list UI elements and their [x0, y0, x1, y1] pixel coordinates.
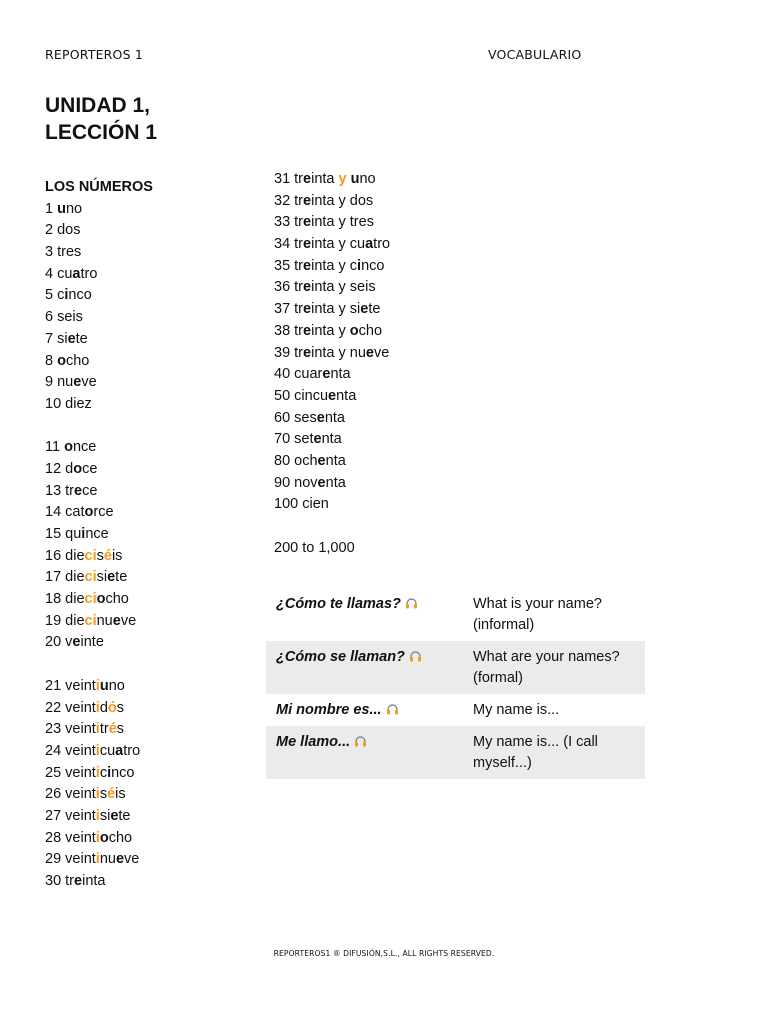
number-item — [45, 351, 153, 373]
number-item — [274, 473, 390, 495]
stress-highlight: o — [73, 460, 83, 477]
text-segment: 28 veint — [45, 829, 96, 846]
stress-highlight-orange: i — [95, 851, 100, 868]
phrase-spanish — [266, 588, 466, 641]
text-segment: 23 veint — [45, 721, 96, 738]
text-segment: no — [65, 200, 83, 217]
text-segment: 50 cinc — [274, 387, 320, 404]
text-segment: 36 tr — [274, 279, 304, 296]
text-segment: nta — [336, 387, 357, 404]
stress-highlight: e — [73, 374, 82, 391]
stress-highlight-orange: i — [95, 742, 100, 759]
headphones-icon[interactable] — [409, 648, 422, 660]
stress-highlight: e — [303, 279, 312, 296]
text-segment: 60 ses — [274, 409, 317, 426]
stress-highlight: e — [313, 431, 322, 448]
number-item — [45, 285, 153, 307]
numbers-list-2 — [274, 169, 390, 559]
number-item — [274, 451, 390, 473]
text-segment: ve — [81, 374, 97, 391]
stress-highlight-orange: é — [107, 786, 116, 803]
number-item — [45, 632, 153, 654]
text-segment: 38 tr — [274, 322, 304, 339]
stress-highlight: e — [112, 612, 121, 629]
stress-highlight-orange: i — [95, 721, 100, 738]
text-segment: s — [96, 547, 104, 564]
text-segment: te — [118, 807, 131, 824]
text-segment: nta — [324, 409, 345, 426]
header-right: VOCABULARIO — [488, 47, 582, 62]
text-segment: nta — [325, 474, 346, 491]
stress-highlight: e — [67, 330, 76, 347]
text-segment: 30 tr — [45, 873, 75, 889]
stress-highlight-orange: i — [95, 699, 100, 716]
footer-copyright: REPORTEROS1 ® DIFUSIÓN,S.L., ALL RIGHTS RESERVED. — [273, 949, 495, 958]
text-segment: 39 tr — [274, 344, 304, 361]
text-segment: 20 v — [45, 634, 73, 651]
number-item — [274, 256, 390, 278]
stress-highlight: o — [57, 352, 66, 369]
stress-highlight-orange: i — [95, 764, 100, 781]
number-item — [274, 277, 390, 299]
text-segment: s — [116, 699, 125, 716]
section-title: LOS NÚMEROS — [45, 179, 153, 195]
text-segment: u — [319, 387, 329, 404]
number-item — [45, 394, 153, 416]
text-segment: 35 tr — [274, 257, 304, 274]
text-segment: inta — [311, 171, 339, 187]
text-segment: 32 tr — [274, 192, 304, 209]
stress-highlight: e — [360, 301, 369, 318]
number-item — [45, 849, 153, 871]
text-segment: tro — [123, 742, 141, 759]
number-item — [274, 321, 390, 343]
stress-highlight: e — [316, 409, 325, 426]
text-segment: cho — [358, 322, 383, 339]
stress-highlight-orange: y — [338, 171, 347, 187]
number-item — [45, 199, 153, 221]
stress-highlight: e — [303, 236, 312, 253]
phrase-spanish-text: Me llamo... — [276, 734, 351, 750]
stress-highlight-orange: ci — [84, 569, 97, 586]
text-segment: tro — [373, 236, 391, 253]
stress-highlight: o — [64, 439, 73, 456]
number-item — [45, 546, 153, 568]
number-item — [45, 524, 153, 546]
text-segment: d — [99, 699, 108, 716]
text-segment: 200 to 1,000 — [274, 539, 355, 556]
text-segment: c — [99, 764, 108, 781]
text-segment: si — [96, 569, 108, 586]
number-item — [45, 784, 153, 806]
stress-highlight: i — [357, 257, 362, 274]
text-segment: 34 tr — [274, 236, 304, 253]
text-segment: tr — [99, 721, 109, 738]
text-segment: 11 — [45, 439, 65, 456]
text-segment: 10 diez — [45, 395, 92, 412]
stress-highlight: u — [350, 171, 360, 187]
text-segment: nco — [111, 764, 135, 781]
number-item — [45, 242, 153, 264]
number-item — [274, 386, 390, 408]
text-segment: inta y dos — [311, 192, 374, 209]
text-segment: nce — [72, 439, 97, 456]
text-segment: si — [99, 807, 111, 824]
stress-highlight: a — [72, 265, 81, 282]
text-segment: inte — [80, 634, 104, 651]
stress-highlight: e — [303, 214, 312, 231]
stress-highlight-orange: i — [95, 677, 100, 694]
text-segment: 25 veint — [45, 764, 96, 781]
stress-highlight: e — [303, 171, 312, 187]
stress-highlight-orange: ci — [84, 612, 97, 629]
text-segment: inta y si — [311, 301, 361, 318]
number-item — [45, 459, 153, 481]
text-segment: 40 cuar — [274, 366, 323, 383]
text-segment: no — [359, 171, 376, 187]
text-segment: 31 tr — [274, 171, 304, 187]
number-item — [274, 343, 390, 365]
stress-highlight-orange: ci — [84, 591, 97, 608]
stress-highlight: o — [84, 504, 94, 521]
text-segment: 27 veint — [45, 807, 96, 824]
headphones-icon[interactable] — [405, 595, 418, 607]
title-line-2: LECCIÓN 1 — [45, 121, 158, 144]
text-segment: is — [115, 786, 126, 803]
stress-highlight-orange: é — [103, 547, 112, 564]
stress-highlight: e — [72, 634, 81, 651]
number-item — [45, 264, 153, 286]
number-item — [45, 741, 153, 763]
text-segment: 7 si — [45, 330, 68, 347]
phrase-spanish-text: Mi nombre es... — [276, 702, 382, 718]
stress-highlight: o — [96, 591, 106, 608]
stress-highlight: o — [349, 322, 359, 339]
text-segment: 4 cu — [45, 265, 73, 282]
text-segment: 6 seis — [45, 309, 83, 326]
stress-highlight: e — [328, 387, 337, 404]
list-spacer — [274, 516, 390, 538]
number-item — [45, 502, 153, 524]
text-segment: 100 cien — [274, 496, 329, 513]
text-segment: 17 die — [45, 569, 85, 586]
numbers-column-2 — [274, 169, 390, 559]
text-segment: ce — [82, 460, 98, 477]
text-segment: nu — [99, 851, 116, 868]
number-item — [274, 234, 390, 256]
phrase-row — [266, 726, 645, 779]
number-item — [45, 763, 153, 785]
stress-highlight-orange: ó — [107, 699, 117, 716]
phrase-row — [266, 641, 645, 694]
headphones-icon[interactable] — [386, 701, 399, 713]
stress-highlight-orange: é — [108, 721, 117, 738]
title-line-1: UNIDAD 1, — [45, 94, 151, 117]
text-segment: ve — [374, 344, 390, 361]
text-segment: 37 tr — [274, 301, 304, 318]
stress-highlight-orange: i — [95, 829, 100, 846]
number-item — [274, 169, 390, 191]
text-segment: 18 die — [45, 591, 85, 608]
number-item — [45, 220, 153, 242]
stress-highlight: e — [107, 569, 116, 586]
text-segment: 70 set — [274, 431, 314, 448]
text-segment: 5 c — [45, 287, 65, 304]
text-segment: 21 veint — [45, 677, 96, 694]
list-spacer — [45, 654, 153, 676]
text-segment: no — [108, 677, 125, 694]
text-segment: cho — [65, 352, 90, 369]
phrase-spanish-text: ¿Cómo te llamas? — [276, 596, 401, 612]
number-item — [274, 494, 390, 516]
stress-highlight: i — [107, 764, 112, 781]
text-segment: cho — [105, 591, 129, 608]
text-segment: nta — [321, 431, 342, 448]
text-segment: 3 tres — [45, 244, 82, 261]
text-segment: nu — [96, 612, 113, 629]
text-segment: inta y c — [311, 257, 358, 274]
text-segment: s — [116, 721, 125, 738]
number-item — [274, 408, 390, 430]
number-item — [45, 329, 153, 351]
number-item — [45, 719, 153, 741]
phrase-spanish — [266, 641, 466, 694]
text-segment: inta y tres — [311, 214, 374, 231]
stress-highlight: e — [303, 257, 312, 274]
stress-highlight: i — [64, 287, 69, 304]
stress-highlight: e — [322, 366, 331, 383]
phrase-english: What is your name? (informal) — [473, 596, 602, 633]
text-segment: s — [99, 786, 108, 803]
text-segment: ve — [124, 851, 140, 868]
stress-highlight: a — [365, 236, 374, 253]
header-left: REPORTEROS 1 — [45, 47, 144, 62]
number-item — [45, 871, 153, 893]
number-item — [45, 806, 153, 828]
number-item — [45, 676, 153, 698]
text-segment: 8 — [45, 352, 58, 369]
stress-highlight: e — [74, 873, 83, 889]
text-segment: nco — [68, 287, 92, 304]
stress-highlight: e — [74, 482, 83, 499]
phrase-spanish — [266, 694, 466, 726]
stress-highlight: e — [115, 851, 125, 868]
text-segment: 16 die — [45, 547, 85, 564]
text-segment: 19 die — [45, 612, 85, 629]
phrase-spanish — [266, 726, 466, 779]
stress-highlight: e — [303, 192, 312, 209]
text-segment: nce — [85, 526, 109, 542]
stress-highlight: e — [303, 301, 312, 318]
phrase-english: My name is... — [473, 702, 560, 718]
stress-highlight-orange: i — [95, 786, 100, 803]
stress-highlight-orange: i — [95, 807, 100, 824]
stress-highlight: e — [365, 344, 374, 361]
phrase-spanish-text: ¿Cómo se llaman? — [276, 649, 405, 665]
text-segment: cho — [108, 829, 133, 846]
number-item — [274, 191, 390, 213]
stress-highlight: i — [81, 526, 86, 542]
headphones-icon[interactable] — [354, 733, 367, 745]
text-segment: 14 cat — [45, 504, 85, 521]
text-segment: 2 dos — [45, 222, 81, 239]
text-segment: te — [115, 569, 128, 586]
stress-highlight: a — [115, 742, 124, 759]
text-segment: 9 nu — [45, 374, 74, 391]
phrase-row — [266, 588, 645, 641]
text-segment: is — [111, 547, 123, 564]
text-segment: cu — [99, 742, 116, 759]
number-item — [45, 437, 153, 459]
number-item — [274, 538, 390, 560]
text-segment: 22 veint — [45, 699, 96, 716]
text-segment: inta y nu — [311, 344, 366, 361]
text-segment: ve — [120, 612, 137, 629]
text-segment: 80 och — [274, 452, 318, 469]
number-item — [274, 429, 390, 451]
stress-highlight: o — [99, 829, 109, 846]
stress-highlight: e — [317, 474, 326, 491]
number-item — [45, 589, 153, 611]
text-segment: 90 nov — [274, 474, 318, 491]
text-segment: 12 d — [45, 460, 74, 477]
text-segment: inta y seis — [311, 279, 376, 296]
number-item — [45, 611, 153, 633]
list-spacer — [45, 416, 153, 438]
number-item — [45, 828, 153, 850]
number-item — [274, 364, 390, 386]
text-segment: inta — [82, 873, 106, 889]
stress-highlight: e — [317, 452, 326, 469]
text-segment: nta — [330, 366, 351, 383]
text-segment: 24 veint — [45, 742, 96, 759]
text-segment: 33 tr — [274, 214, 304, 231]
stress-highlight: e — [303, 322, 312, 339]
text-segment: inta y — [311, 322, 350, 339]
stress-highlight: e — [303, 344, 312, 361]
number-item — [45, 567, 153, 589]
phrases-table — [266, 588, 645, 779]
text-segment: 26 veint — [45, 786, 96, 803]
phrase-english: My name is... (I call myself...) — [466, 726, 645, 779]
text-segment: tro — [80, 265, 98, 282]
numbers-column-1 — [45, 177, 153, 893]
text-segment: te — [75, 330, 88, 347]
number-item — [45, 372, 153, 394]
text-segment: inta y cu — [311, 236, 366, 253]
number-item — [45, 307, 153, 329]
stress-highlight: e — [110, 807, 119, 824]
text-segment: 13 tr — [45, 482, 75, 499]
phrase-english: What are your names? (formal) — [466, 641, 645, 694]
text-segment: 15 qu — [45, 526, 82, 542]
number-item — [274, 299, 390, 321]
text-segment: 29 veint — [45, 851, 96, 868]
phrase-row — [266, 694, 645, 726]
text-segment: nta — [325, 452, 346, 469]
numbers-list-1 — [45, 199, 153, 893]
number-item — [45, 481, 153, 503]
number-item — [274, 212, 390, 234]
text-segment: 1 — [45, 200, 58, 217]
stress-highlight: u — [99, 677, 109, 694]
text-segment: ce — [82, 482, 98, 499]
text-segment: te — [368, 301, 381, 318]
number-item — [45, 698, 153, 720]
text-segment: nco — [361, 257, 385, 274]
page-title — [45, 92, 157, 146]
stress-highlight: u — [57, 200, 66, 217]
stress-highlight-orange: ci — [84, 547, 97, 564]
text-segment: rce — [93, 504, 114, 521]
